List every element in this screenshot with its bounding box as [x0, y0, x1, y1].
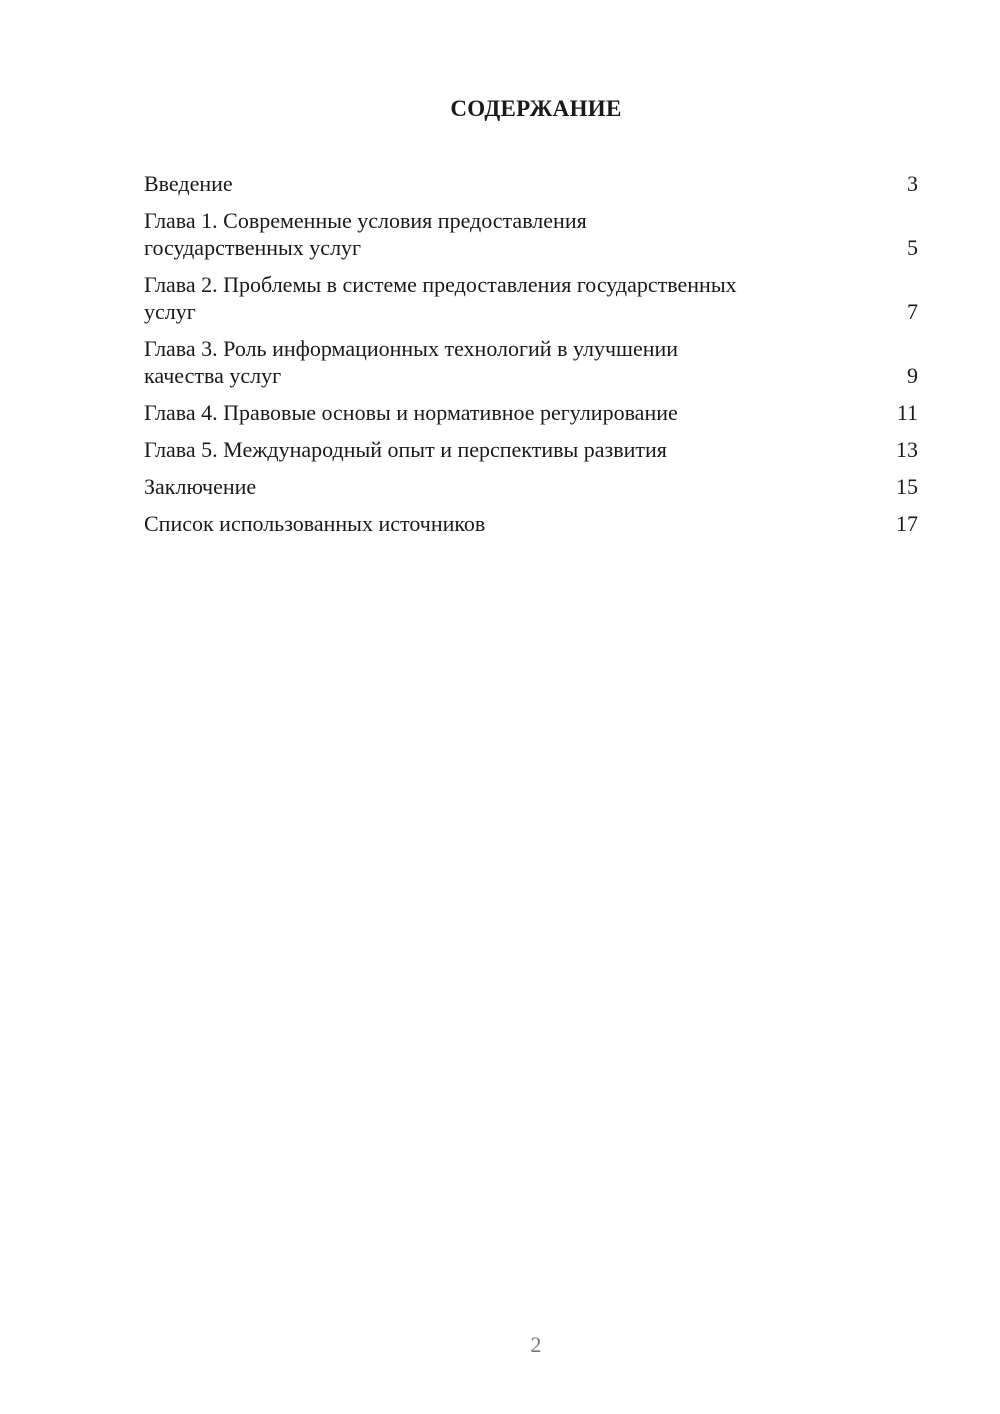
toc-title: СОДЕРЖАНИЕ — [450, 96, 622, 121]
toc-entry-line: Глава 3. Роль информационных технологий в улучшении — [144, 336, 679, 361]
toc-entry-text — [144, 207, 587, 261]
toc-entry-line: Глава 2. Проблемы в системе предоставления государственных — [144, 272, 737, 297]
toc-entry-line: Заключение — [144, 474, 257, 499]
toc-entry-chapter-1 — [144, 207, 918, 261]
toc-entry-line: услуг — [144, 299, 196, 324]
toc-entry-line: государственных услуг — [144, 235, 362, 260]
toc-page-number: 15 — [896, 474, 918, 499]
toc-entry-line: Глава 5. Международный опыт и перспективы развития — [144, 437, 667, 462]
toc-entry-line: Список использованных источников — [144, 511, 486, 536]
toc-entry-line: Глава 1. Современные условия предоставления — [144, 208, 587, 233]
toc-entry-text — [144, 510, 485, 537]
toc-entry-text — [144, 335, 678, 389]
toc-entry-introduction — [144, 170, 918, 197]
toc-entry-text — [144, 399, 678, 426]
toc-page-number: 13 — [896, 437, 918, 462]
toc-page-number: 17 — [896, 511, 918, 536]
toc-entry-text — [144, 271, 737, 325]
page-number: 2 — [530, 1332, 542, 1357]
toc-entry-line: качества услуг — [144, 363, 282, 388]
toc-page-number: 3 — [907, 171, 918, 196]
toc-entry-chapter-4 — [144, 399, 918, 426]
toc-entry-line: Глава 4. Правовые основы и нормативное регулирование — [144, 400, 678, 425]
toc-entry-chapter-3 — [144, 335, 918, 389]
table-of-contents — [144, 170, 918, 547]
toc-entry-text — [144, 473, 256, 500]
toc-page-number: 7 — [907, 299, 918, 324]
toc-entry-references — [144, 510, 918, 537]
toc-entry-text — [144, 170, 233, 197]
toc-page-number: 5 — [907, 235, 918, 260]
toc-page-number: 9 — [907, 363, 918, 388]
toc-entry-chapter-5 — [144, 436, 918, 463]
toc-entry-conclusion — [144, 473, 918, 500]
toc-entry-line: Введение — [144, 171, 233, 196]
toc-entry-text — [144, 436, 667, 463]
toc-entry-chapter-2 — [144, 271, 918, 325]
toc-page-number: 11 — [896, 400, 918, 425]
